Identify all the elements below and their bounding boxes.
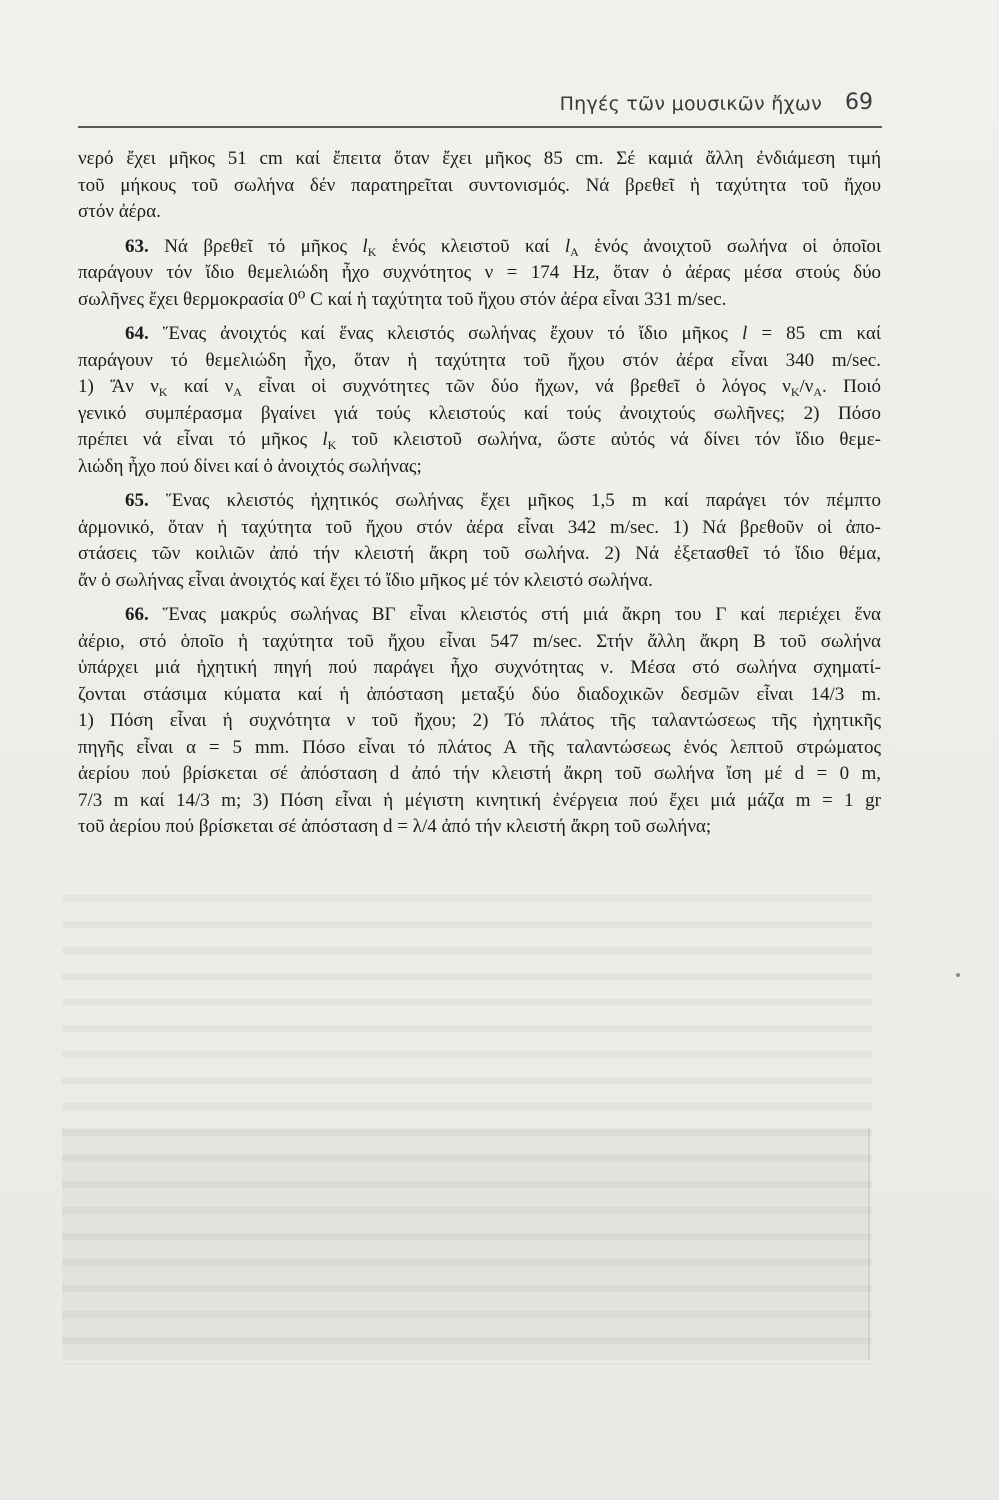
text-segment: ζονται στάσιμα κύματα καί ἡ ἀπόσταση μεταξύ δύο διαδοχικῶν δεσμῶν εἶναι 14/3 m. [78, 683, 881, 705]
text-line [78, 761, 881, 788]
text-segment: στόν ἀέρα. [78, 201, 161, 222]
text-line [78, 401, 881, 428]
text-segment: παράγουν τόν ἴδιο θεμελιώδη ἦχο συχνότητος ν = 174 Hz, ὅταν ὁ ἀέρας μέσα στούς δύο [78, 262, 881, 283]
text-line [78, 234, 881, 261]
text-line [78, 735, 881, 762]
subscript: Κ [158, 385, 168, 399]
text-line [78, 199, 881, 226]
text-segment: ἄν ὁ σωλήνας εἶναι ἀνοιχτός καί ἔχει τό ἴδιο μῆκος μέ τόν κλειστό σωλήνα. [78, 569, 653, 591]
subscript: Κ [367, 244, 377, 259]
page-number: 69 [845, 90, 873, 115]
text-line [78, 348, 881, 375]
exercise-paragraph [78, 602, 881, 841]
exercise-number: 65. [125, 490, 149, 511]
text-line [78, 173, 881, 200]
text-segment: λιώδη ἦχο πού δίνει καί ὁ ἀνοιχτός σωλήνας; [78, 455, 422, 477]
italic-symbol: l [741, 323, 748, 344]
body-text [78, 146, 881, 841]
text-segment: Ἕνας ἀνοιχτός καί ἕνας κλειστός σωλήνας ἔχουν τό ἴδιο μῆκος [162, 323, 742, 344]
header-rule [78, 126, 882, 128]
text-segment: ἑνός κλειστοῦ καί [376, 235, 565, 257]
exercise-number: 66. [125, 604, 149, 625]
text-line [78, 488, 881, 515]
italic-symbol: l [362, 235, 368, 257]
text-segment: = 85 cm καί [747, 323, 881, 344]
text-segment: ἑνός ἀνοιχτοῦ σωλήνα οἱ ὁποῖοι [578, 235, 881, 257]
text-line [78, 321, 881, 348]
continued-paragraph [78, 146, 881, 226]
text-segment: στάσεις τῶν κοιλιῶν ἀπό τήν κλειστή ἄκρη τοῦ σωλήνα. 2) Νά ἐξετασθεῖ τό ἴδιο θέμα, [78, 543, 881, 564]
text-segment: ὑπάρχει μιά ἠχητική πηγή πού παράγει ἦχο συχνότητας ν. Μέσα στό σωλήνα σχηματί- [78, 657, 881, 678]
text-segment: πηγῆς εἶναι α = 5 mm. Πόσο εἶναι τό πλάτος Α τῆς ταλαντώσεως ἑνός λεπτοῦ στρώματος [78, 736, 881, 758]
subscript: Α [813, 385, 823, 399]
text-segment: ἀέριο, στό ὁποῖο ἡ ταχύτητα τοῦ ἤχου εἶναι 547 m/sec. Στήν ἄλλη ἄκρη Β τοῦ σωλήνα [78, 630, 881, 652]
text-line [78, 287, 881, 314]
exercise-paragraph [78, 488, 881, 594]
text-line [78, 655, 881, 682]
text-segment: 1) Πόση εἶναι ἡ συχνότητα ν τοῦ ἤχου; 2) Τό πλάτος τῆς ταλαντώσεως τῆς ἠχητικῆς [78, 710, 881, 731]
text-line [78, 682, 881, 709]
text-line [78, 515, 881, 542]
text-segment: Ἕνας μακρύς σωλήνας ΒΓ εἶναι κλειστός στή μιά ἄκρη του Γ καί περιέχει ἕνα [162, 604, 881, 625]
text-line [78, 788, 881, 815]
text-segment: τοῦ κλειστοῦ σωλήνα, ὥστε αὐτός νά δίνει τόν ἴδιο θεμε- [336, 429, 881, 450]
exercise-number: 63. [125, 235, 149, 257]
running-header-title: Πηγές τῶν μουσικῶν ἤχων [559, 93, 822, 115]
italic-symbol: l [564, 235, 571, 257]
exercise-number: 64. [125, 323, 149, 344]
text-line [78, 602, 881, 629]
text-segment: . Ποιό [822, 376, 881, 397]
text-segment: καί ν [167, 376, 234, 397]
subscript: Κ [327, 438, 337, 452]
text-segment: σωλῆνες ἔχει θερμοκρασία 0⁰ C καί ἡ ταχύτητα τοῦ ἤχου στόν ἀέρα εἶναι 331 m/sec. [78, 288, 727, 310]
italic-symbol: l [322, 429, 328, 450]
text-segment: ἁρμονικό, ὅταν ἡ ταχύτητα τοῦ ἤχου στόν ἀέρα εἶναι 342 m/sec. 1) Νά βρεθοῦν οἱ ἀπο- [78, 516, 881, 538]
text-line [78, 708, 881, 735]
text-segment: ἀερίου πού βρίσκεται σέ ἀπόσταση d ἀπό τήν κλειστή ἄκρη τοῦ σωλήνα ἴση μέ d = 0 m, [78, 763, 881, 784]
text-segment: /ν [799, 376, 814, 397]
text-segment: 7/3 m καί 14/3 m; 3) Πόση εἶναι ἡ μέγιστη κινητική ἐνέργεια πού ἔχει μιά μάζα m = 1 gr [78, 789, 881, 811]
text-segment: εἶναι οἱ συχνότητες τῶν δύο ἤχων, νά βρεθεῖ ὁ λόγος ν [241, 376, 791, 397]
text-line [78, 541, 881, 568]
exercise-paragraph [78, 234, 881, 314]
show-through-box [62, 1128, 870, 1360]
text-line [78, 454, 881, 481]
text-segment: τοῦ ἀερίου πού βρίσκεται σέ ἀπόσταση d = λ/4 ἀπό τήν κλειστή ἄκρη τοῦ σωλήνα; [78, 816, 712, 837]
exercise-paragraph [78, 321, 881, 480]
text-line [78, 629, 881, 656]
text-segment: 1) Ἄν ν [78, 376, 159, 397]
text-segment: γενικό συμπέρασμα βγαίνει γιά τούς κλειστούς καί τούς ἀνοιχτούς σωλῆνες; 2) Πόσο [78, 402, 881, 424]
text-segment: νερό ἔχει μῆκος 51 cm καί ἔπειτα ὅταν ἔχει μῆκος 85 cm. Σέ καμιά ἄλλη ἐνδιάμεση τιμή [78, 148, 881, 169]
text-line [78, 260, 881, 287]
text-segment: παράγουν τό θεμελιώδη ἦχο, ὅταν ἡ ταχύτητα τοῦ ἤχου στόν ἀέρα εἶναι 340 m/sec. [78, 349, 881, 371]
text-segment: τοῦ μήκους τοῦ σωλήνα δέν παρατηρεῖται συντονισμός. Νά βρεθεῖ ἡ ταχύτητα τοῦ ἤχου [78, 174, 881, 196]
subscript: Α [570, 244, 579, 259]
text-line [78, 427, 881, 454]
text-segment: Νά βρεθεῖ τό μῆκος [164, 235, 363, 257]
text-line [78, 374, 881, 401]
subscript: Κ [790, 385, 800, 399]
text-line [78, 814, 881, 841]
paper-speck [956, 973, 960, 977]
subscript: Α [233, 385, 242, 399]
text-segment: Ἕνας κλειστός ἠχητικός σωλήνας ἔχει μῆκος 1,5 m καί παράγει τόν πέμπτο [166, 490, 882, 511]
text-segment: πρέπει νά εἶναι τό μῆκος [78, 429, 323, 450]
text-line [78, 568, 881, 595]
text-line [78, 146, 881, 173]
